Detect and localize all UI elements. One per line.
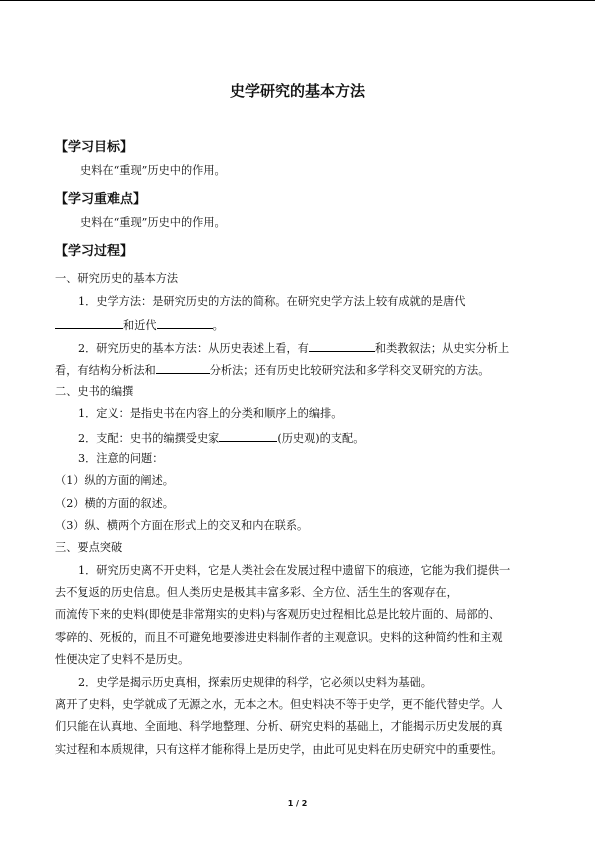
section-1-title: 一、研究历史的基本方法 bbox=[55, 272, 179, 285]
s2-item2: 2．支配：史书的编撰受史家 (历史观)的支配。 bbox=[78, 432, 365, 445]
s2-item3-sub2: （2）横的方面的叙述。 bbox=[55, 497, 174, 510]
p1-line5: 性便决定了史料不是历史。 bbox=[55, 653, 190, 666]
fill-blank[interactable] bbox=[156, 362, 210, 374]
p1-line2: 去不复返的历史信息。但人类历史是极其丰富多彩、全方位、活生生的客观存在， bbox=[55, 586, 458, 599]
s1-item1-line1: 1．史学方法：是研究历史的方法的简称。在研究史学方法上较有成就的是唐代 bbox=[78, 295, 466, 308]
section-2-title: 二、史书的编撰 bbox=[55, 385, 134, 398]
p1-line3: 而流传下来的史料(即使是非常翔实的史料)与客观历史过程相比总是比较片面的、局部的、 bbox=[55, 608, 501, 621]
p2-line3: 们只能在认真地、全面地、科学地整理、分析、研究史料的基础上，才能揭示历史发展的真 bbox=[55, 720, 503, 733]
s2-item3-sub1: （1）纵的方面的阐述。 bbox=[55, 474, 174, 487]
s1-item1-line2: 和近代 。 bbox=[55, 317, 224, 333]
fill-blank[interactable] bbox=[55, 317, 123, 329]
p2-line4: 实过程和本质规律，只有这样才能称得上是历史学，由此可见史料在历史研究中的重要性。 bbox=[55, 743, 503, 756]
p2-line2: 离开了史料，史学就成了无源之水，无本之木。但史料决不等于史学，更不能代替史学。人 bbox=[55, 698, 503, 711]
heading-learning-goal: 【学习目标】 bbox=[55, 140, 134, 155]
fill-blank[interactable] bbox=[219, 430, 277, 442]
s1-item2-line2: 看，有结构分析法和 分析法；还有历史比较研究法和多学科交叉研究的方法。 bbox=[55, 364, 490, 377]
key-text: 史料在“重现”历史中的作用。 bbox=[80, 216, 226, 229]
goal-text: 史料在“重现”历史中的作用。 bbox=[80, 164, 226, 177]
p1-line1: 1．研究历史离不开史料，它是人类社会在发展过程中遗留下的痕迹，它能为我们提供一 bbox=[78, 564, 511, 577]
s2-item1: 1．定义：是指史书在内容上的分类和顺序上的编排。 bbox=[78, 407, 343, 420]
page-number: 1 / 2 bbox=[287, 799, 308, 808]
heading-key-points: 【学习重难点】 bbox=[55, 192, 147, 207]
p2-line1: 2．史学是揭示历史真相，探索历史规律的科学，它必须以史料为基础。 bbox=[78, 676, 432, 689]
section-3-title: 三、要点突破 bbox=[55, 541, 123, 554]
s2-item3-sub3: （3）纵、横两个方面在形式上的交叉和内在联系。 bbox=[55, 519, 309, 532]
s1-item2-line1: 2．研究历史的基本方法：从历史表述上看，有 和类教叙法；从史实分析上 bbox=[78, 342, 510, 355]
fill-blank[interactable] bbox=[309, 340, 375, 352]
heading-learning-process: 【学习过程】 bbox=[55, 244, 134, 259]
fill-blank[interactable] bbox=[157, 317, 213, 329]
s2-item3: 3．注意的问题： bbox=[78, 452, 164, 465]
doc-title: 史学研究的基本方法 bbox=[229, 82, 365, 100]
p1-line4: 零碎的、死板的，而且不可避免地要渗进史料制作者的主观意识。史料的这种简约性和主观 bbox=[55, 631, 503, 644]
